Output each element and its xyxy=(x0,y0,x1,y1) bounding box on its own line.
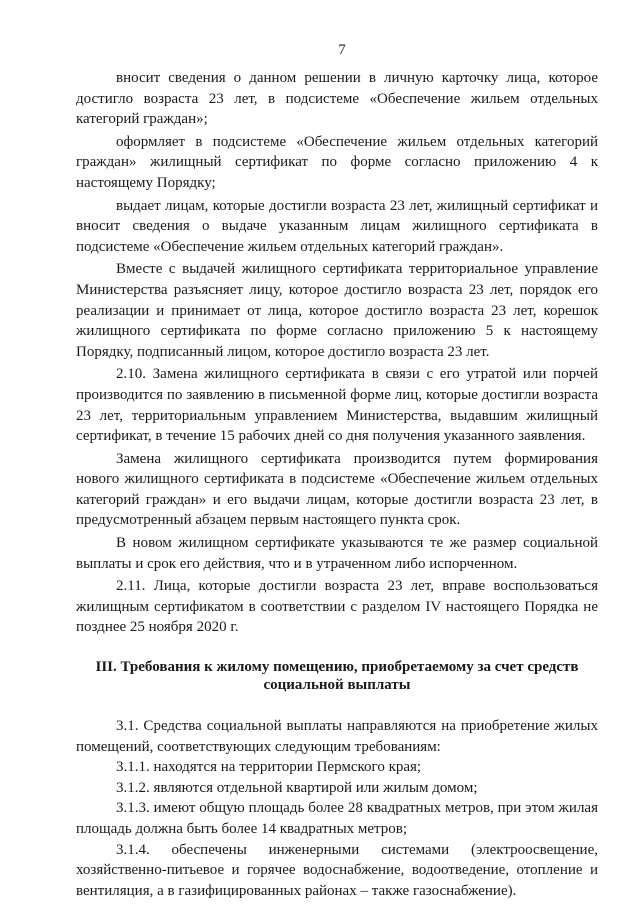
list-item: 3.1.3. имеют общую площадь более 28 квадратных метров, при этом жилая площадь должна быть более 14 квадратных метров; xyxy=(76,800,598,837)
paragraph: 2.11. Лица, которые достигли возраста 23 лет, вправе воспользоваться жилищным сертификатом в соответствии с разделом IV настоящего Порядка не позднее 25 ноября 2020 г. xyxy=(76,578,598,636)
section-heading xyxy=(76,658,598,694)
paragraph: Замена жилищного сертификата производится путем формирования нового жилищного сертификата в подсистеме «Обеспечение жильем отдельных категорий граждан» и его выдачи лицам, которые достигли возраста 23 лет, в предусмотренный абзацем первым настоящего пункта срок. xyxy=(76,450,598,529)
paragraph: В новом жилищном сертификате указываются те же размер социальной выплаты и срок его действия, что и в утраченном либо испорченном. xyxy=(76,535,598,572)
list-item: 3.1.4. обеспечены инженерными системами (электроосвещение, хозяйственно-питьевое и горячее водоснабжение, водоотведение, отопление и вентиляция, а в газифицированных районах – также газоснабжение). xyxy=(76,841,598,899)
paragraph: выдает лицам, которые достигли возраста 23 лет, жилищный сертификат и вносит сведения о выдаче указанным лицам жилищного сертификата в подсистеме «Обеспечение жильем отдельных категорий граждан». xyxy=(76,197,598,255)
page-number: 7 xyxy=(338,42,346,58)
paragraph: 2.10. Замена жилищного сертификата в связи с его утратой или порчей производится по заявлению в письменной форме лиц, которые достигли возраста 23 лет, территориальным управлением Министерства, выдавшим жилищный сертификат, в течение 15 рабочих дней со дня получения указанного заявления. xyxy=(76,366,598,445)
list-item: 3.1.1. находятся на территории Пермского края; xyxy=(116,759,422,776)
paragraph: оформляет в подсистеме «Обеспечение жильем отдельных категорий граждан» жилищный сертификат по форме согласно приложению 4 к настоящему Порядку; xyxy=(76,133,598,191)
paragraph: вносит сведения о данном решении в личную карточку лица, которое достигло возраста 23 лет, в подсистеме «Обеспечение жильем отдельных категорий граждан»; xyxy=(76,70,598,128)
section-heading-line: социальной выплаты xyxy=(263,677,411,694)
list-item: 3.1.2. являются отдельной квартирой или жилым домом; xyxy=(116,779,478,796)
section-heading-line: III. Требования к жилому помещению, приобретаемому за счет средств xyxy=(95,659,579,676)
paragraph: Вместе с выдачей жилищного сертификата территориальное управление Министерства разъясняет лицу, которое достигло возраста 23 лет, порядок его реализации и принимает от лица, которое достигло возраста 23 лет, корешок жилищного сертификата по форме согласно приложению 5 к настоящему Порядку, подписанный лицом, которое достигло возраста 23 лет. xyxy=(76,261,598,360)
paragraph: 3.1. Средства социальной выплаты направляются на приобретение жилых помещений, соответствующих следующим требованиям: xyxy=(76,718,598,755)
